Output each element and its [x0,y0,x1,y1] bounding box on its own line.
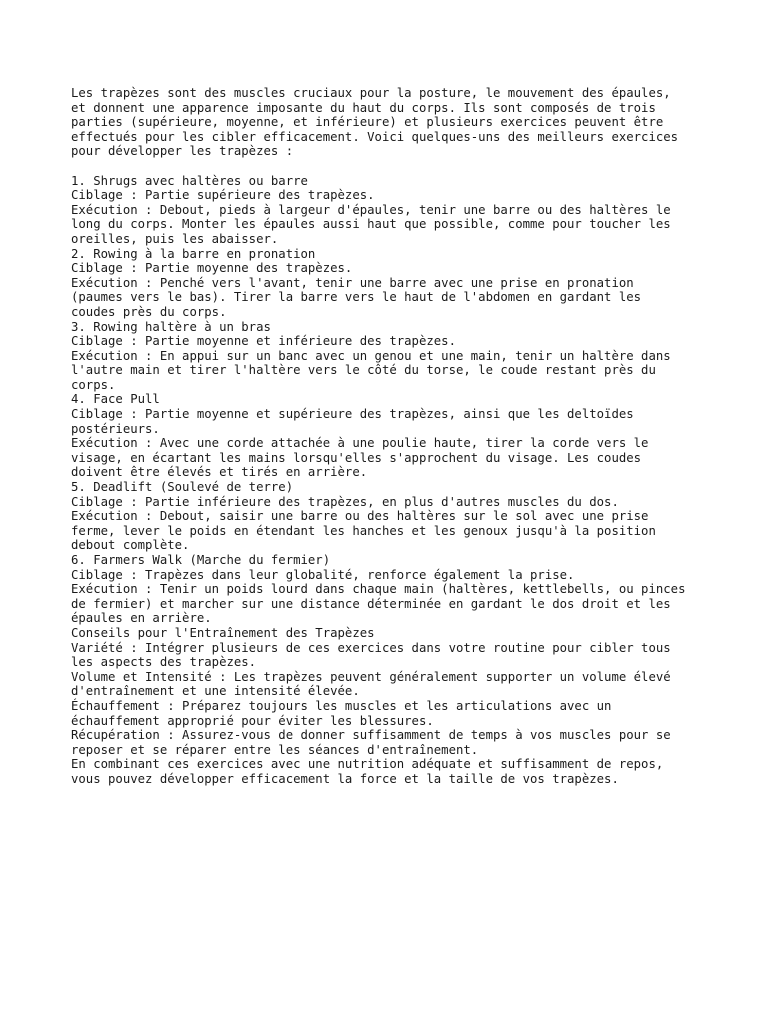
exercise-heading: 1. Shrugs avec haltères ou barre [71,173,308,188]
text-line: Variété : Intégrer plusieurs de ces exercices dans votre routine pour cibler tous [71,640,671,655]
text-line: Ciblage : Trapèzes dans leur globalité, renforce également la prise. [71,567,575,582]
exercise-heading: 6. Farmers Walk (Marche du fermier) [71,553,331,567]
text-line: Échauffement : Préparez toujours les muscles et les articulations avec un [71,698,612,713]
text-line: ferme, lever le poids en étendant les hanches et les genoux jusqu'à la position [71,523,656,538]
text-line: effectués pour les cibler efficacement. Voici quelques-uns des meilleurs exercices [71,129,679,144]
text-line: pour développer les trapèzes : [71,144,294,159]
text-line: Exécution : Penché vers l'avant, tenir une barre avec une prise en pronation [71,275,634,290]
text-line: postérieurs. [71,421,160,436]
text-line: Ciblage : Partie moyenne des trapèzes. [71,261,353,276]
text-line: Exécution : Avec une corde attachée à une poulie haute, tirer la corde vers le [71,436,649,451]
text-line: visage, en écartant les mains lorsqu'elles s'approchent du visage. Les coudes [71,450,642,465]
text-line: épaules en arrière. [71,611,212,626]
text-line: échauffement approprié pour éviter les blessures. [71,713,434,728]
exercise-heading: 3. Rowing haltère à un bras [71,319,271,334]
text-line: Exécution : En appui sur un banc avec un genou et une main, tenir un haltère dans [71,348,671,363]
text-line: coudes près du corps. [71,304,227,319]
text-line: reposer et se réparer entre les séances d'entraînement. [71,742,479,757]
text-line: de fermier) et marcher sur une distance déterminée en gardant le dos droit et les [71,596,671,611]
text-line: d'entraînement et une intensité élevée. [71,684,360,699]
text-line: oreilles, puis les abaisser. [71,231,279,246]
text-line: Exécution : Debout, pieds à largeur d'épaules, tenir une barre ou des haltères le [71,202,671,217]
text-line: corps. [71,377,116,392]
text-line: Ciblage : Partie inférieure des trapèzes, en plus d'autres muscles du dos. [71,494,619,509]
exercise-heading: 5. Deadlift (Soulevé de terre) [71,480,294,495]
text-line: long du corps. Monter les épaules aussi haut que possible, comme pour toucher les [71,217,671,232]
text-line: les aspects des trapèzes. [71,655,257,670]
text-line: Ciblage : Partie moyenne et inférieure des trapèzes. [71,334,456,349]
text-line: Ciblage : Partie moyenne et supérieure des trapèzes, ainsi que les deltoïdes [71,407,634,422]
text-line: Exécution : Debout, saisir une barre ou des haltères sur le sol avec une prise [71,509,649,524]
exercise-heading: 2. Rowing à la barre en pronation [71,246,316,261]
text-line: (paumes vers le bas). Tirer la barre vers le haut de l'abdomen en gardant les [71,290,642,305]
text-line: parties (supérieure, moyenne, et inférieure) et plusieurs exercices peuvent être [71,115,664,130]
text-line: Les trapèzes sont des muscles cruciaux pour la posture, le mouvement des épaules, [71,86,671,100]
text-line: doivent être élevés et tirés en arrière. [71,465,368,480]
blank-line [71,159,721,174]
text-line: et donnent une apparence imposante du haut du corps. Ils sont composés de trois [71,100,656,115]
section-heading: Conseils pour l'Entraînement des Trapèzes [71,625,375,640]
text-line: l'autre main et tirer l'haltère vers le côté du torse, le coude restant près du [71,363,656,378]
text-line: Volume et Intensité : Les trapèzes peuvent généralement supporter un volume élevé [71,669,671,684]
text-line: vous pouvez développer efficacement la force et la taille de vos trapèzes. [71,771,619,786]
text-line: Récupération : Assurez-vous de donner suffisamment de temps à vos muscles pour se [71,728,671,743]
text-line: Ciblage : Partie supérieure des trapèzes. [71,188,375,203]
text-line: En combinant ces exercices avec une nutrition adéquate et suffisamment de repos, [71,757,664,772]
document-body [71,86,721,787]
text-line: Exécution : Tenir un poids lourd dans chaque main (haltères, kettlebells, ou pinces [71,582,686,597]
text-line: debout complète. [71,538,190,553]
exercise-heading: 4. Face Pull [71,392,160,407]
